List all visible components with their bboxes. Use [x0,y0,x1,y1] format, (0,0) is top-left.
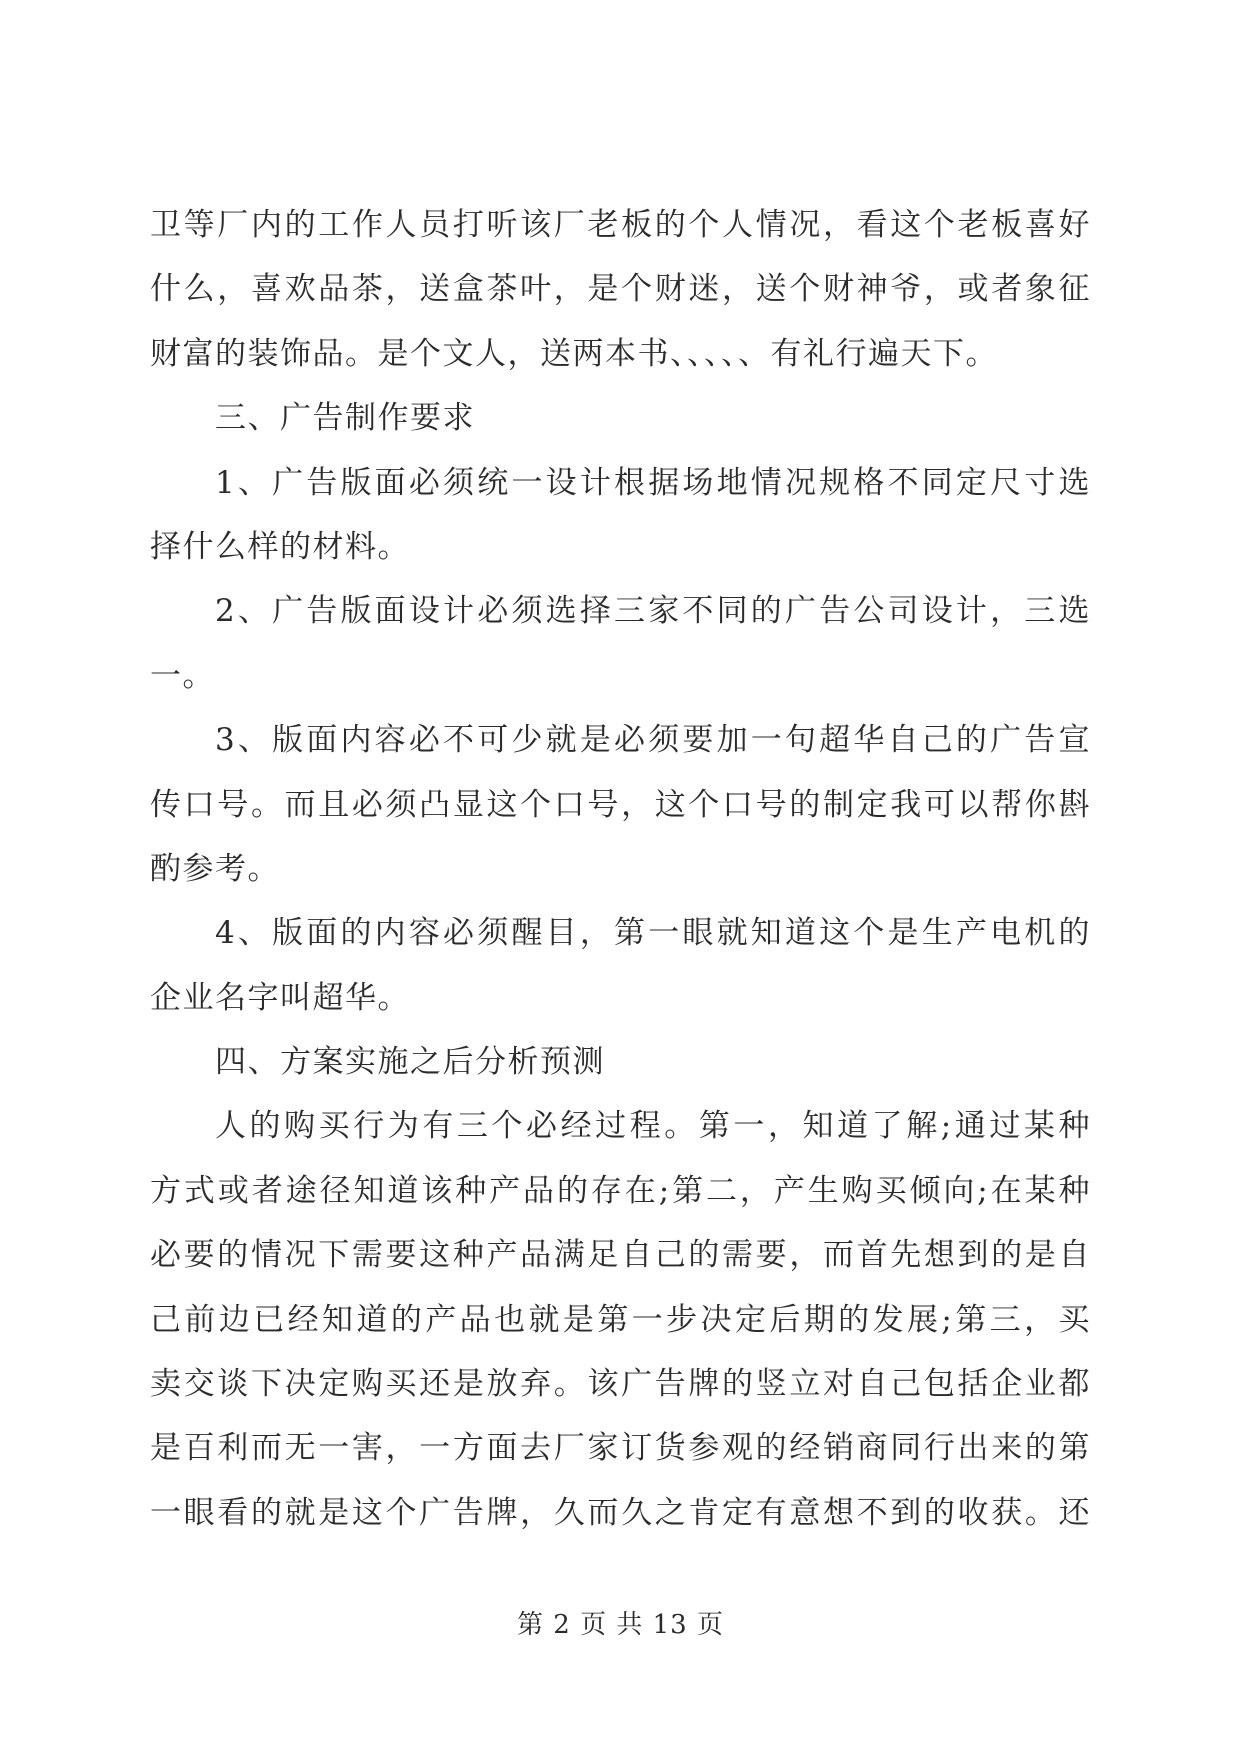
text-line: 财富的装饰品。是个文人，送两本书、、、、、有礼行遍天下。 [150,335,998,372]
text-line: 什么，喜欢品茶，送盒茶叶，是个财迷，送个财神爷，或者象征 [150,271,1091,308]
text-line: 酌参考。 [150,850,280,887]
text-line: 3、版面内容必不可少就是必须要加一句超华自己的广告宣 [215,722,1091,759]
text-line: 人的购买行为有三个必经过程。第一，知道了解;通过某种 [215,1108,1091,1145]
document-body [150,193,1091,1545]
text-line: 一眼看的就是这个广告牌，久而久之肯定有意想不到的收获。还 [150,1494,1091,1531]
text-line: 4、版面的内容必须醒目，第一眼就知道这个是生产电机的 [215,915,1091,952]
text-line: 一。 [150,657,215,694]
text-line: 必要的情况下需要这种产品满足自己的需要，而首先想到的是自 [150,1237,1091,1274]
text-line: 是百利而无一害，一方面去厂家订货参观的经销商同行出来的第 [150,1430,1091,1467]
text-line: 企业名字叫超华。 [150,979,410,1016]
page-number-label: 第 2 页 共 13 页 [517,1610,724,1640]
text-line: 三、广告制作要求 [215,400,475,437]
text-line: 择什么样的材料。 [150,528,410,565]
text-line: 2、广告版面设计必须选择三家不同的广告公司设计，三选 [215,593,1091,630]
text-line: 1、广告版面必须统一设计根据场地情况规格不同定尺寸选 [215,464,1091,501]
text-line: 己前边已经知道的产品也就是第一步决定后期的发展;第三，买 [150,1301,1091,1338]
text-line: 方式或者途径知道该种产品的存在;第二，产生购买倾向;在某种 [150,1172,1091,1209]
text-line: 传口号。而且必须凸显这个口号，这个口号的制定我可以帮你斟 [150,786,1091,823]
text-line: 卫等厂内的工作人员打听该厂老板的个人情况，看这个老板喜好 [150,207,1091,243]
text-line: 卖交谈下决定购买还是放弃。该广告牌的竖立对自己包括企业都 [150,1366,1091,1403]
page-footer [0,1608,1241,1642]
text-line: 四、方案实施之后分析预测 [215,1044,605,1081]
